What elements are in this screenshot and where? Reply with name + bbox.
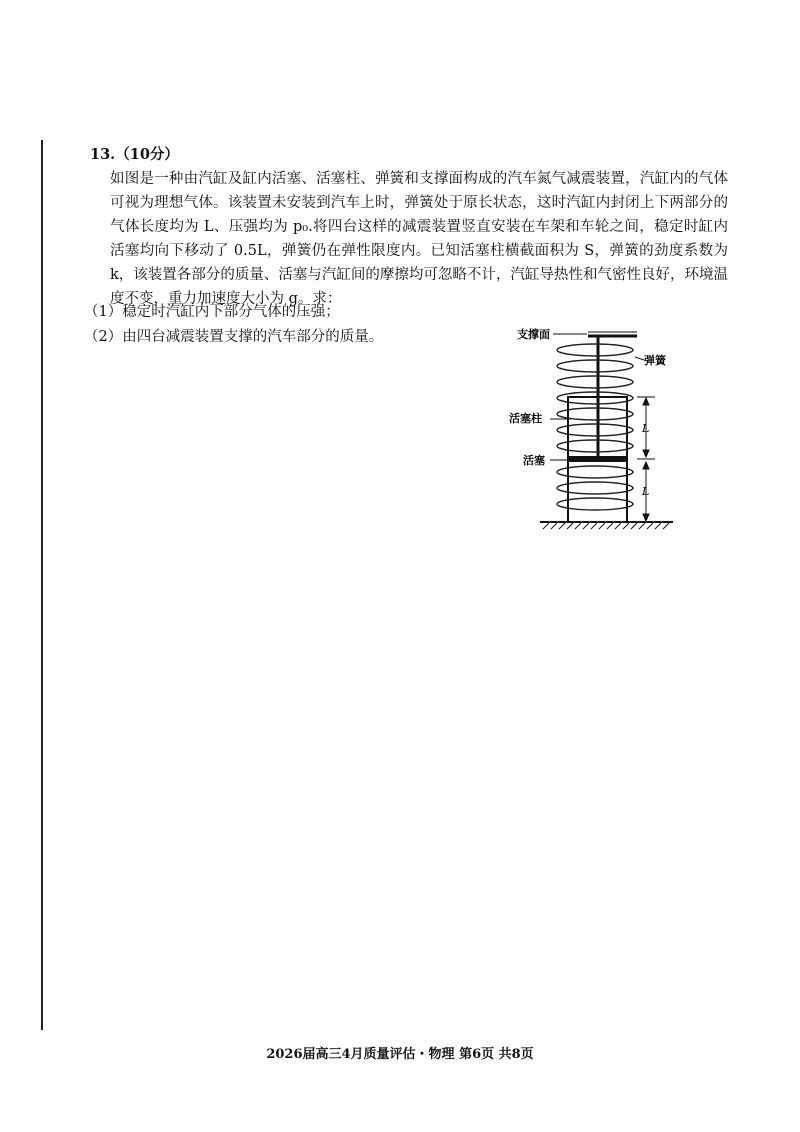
question-number: 13.（10分） [90, 146, 179, 163]
shock-absorber-diagram [505, 322, 685, 537]
question-13 [84, 143, 728, 345]
question-body: 如图是一种由汽缸及缸内活塞、活塞柱、弹簧和支撑面构成的汽车氮气减震装置，汽缸内的气体可视为理想气体。该装置未安装到汽车上时，弹簧处于原长状态，这时汽缸内封闭上下两部分的气体长度均为 L、压强均为 p₀.将四台这样的减震装置竖直安装在车架和车轮之间，稳定时缸内活塞均向下移动了 0.5L，弹簧仍在弹性限度内。已知活塞柱横截面积为 S，弹簧的劲度系数为 k，该装置各部分的质量、活塞与汽缸间的摩擦均可忽略不计，汽缸导热性和气密性良好，环境温度不变，重力加速度大小为 g。求： [110, 171, 728, 307]
page-footer: 2026届高三4月质量评估・物理 第6页 共8页 [266, 1047, 534, 1062]
label-spring: 弹簧 [644, 354, 666, 367]
label-piston: 活塞 [523, 454, 545, 467]
sub-question-2: （2）由四台减震装置支撑的汽车部分的质量。 [84, 329, 384, 345]
label-L-upper: L [642, 422, 650, 435]
binding-margin-line [41, 140, 43, 1030]
piston [568, 456, 627, 462]
sub-question-1: （1）稳定时汽缸内下部分气体的压强； [84, 304, 340, 320]
label-rod: 活塞柱 [509, 412, 542, 425]
label-support: 支撑面 [517, 328, 550, 341]
ground-hatching [543, 523, 669, 529]
label-L-lower: L [642, 485, 650, 498]
